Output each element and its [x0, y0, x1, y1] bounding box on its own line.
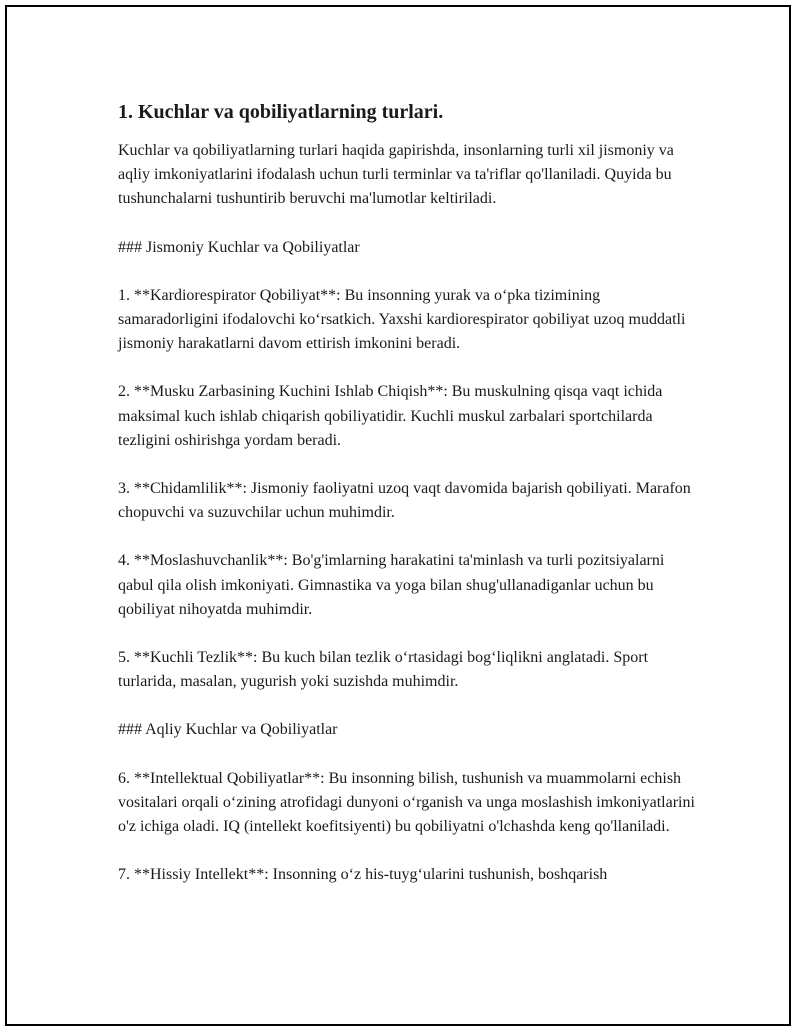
document-content: [118, 100, 698, 911]
physical-heading: ### Jismoniy Kuchlar va Qobiliyatlar: [118, 238, 360, 256]
list-item-6: 6. **Intellektual Qobiliyatlar**: Bu insonning bilish, tushunish va muammolarni echish vositalari orqali oʻzining atrofidagi dunyoni oʻrganish va unga moslashish imkoniyatlarini o'z ichiga oladi. IQ (intellekt koefitsiyenti) bu qobiliyatni o'lchashda keng qo'llaniladi.: [118, 769, 695, 836]
document-page: [5, 5, 791, 1026]
list-item-1: 1. **Kardiorespirator Qobiliyat**: Bu insonning yurak va oʻpka tizimining samaradorligini ifodalovchi koʻrsatkich. Yaxshi kardiorespirator qobiliyat uzoq muddatli jismoniy harakatlarni davom ettirish imkonini beradi.: [118, 286, 686, 353]
intro-paragraph: Kuchlar va qobiliyatlarning turlari haqida gapirishda, insonlarning turli xil jismoniy va aqliy imkoniyatlarini ifodalash uchun turli terminlar va ta'riflar qo'llaniladi. Quyida bu tushunchalarni tushuntirib beruvchi ma'lumotlar keltiriladi.: [118, 142, 674, 208]
list-item-7: 7. **Hissiy Intellekt**: Insonning oʻz his-tuygʻularini tushunish, boshqarish: [118, 866, 608, 884]
list-item-5: 5. **Kuchli Tezlik**: Bu kuch bilan tezlik oʻrtasidagi bogʻliqlikni anglatadi. Sport turlarida, masalan, yugurish yoki suzishda muhimdir.: [118, 649, 649, 691]
section-title: 1. Kuchlar va qobiliyatlarning turlari.: [118, 101, 444, 123]
list-item-2: 2. **Musku Zarbasining Kuchini Ishlab Chiqish**: Bu muskulning qisqa vaqt ichida maksimal kuch ishlab chiqarish qobiliyatidir. Kuchli muskul zarbalari sportchilarda tezligini oshirishga yordam beradi.: [118, 383, 663, 449]
list-item-4: 4. **Moslashuvchanlik**: Bo'g'imlarning harakatini ta'minlash va turli pozitsiyalarni qabul qila olish imkoniyati. Gimnastika va yoga bilan shug'ullanadiganlar uchun bu qobiliyat nihoyatda muhimdir.: [118, 552, 665, 618]
mental-heading: ### Aqliy Kuchlar va Qobiliyatlar: [118, 721, 338, 739]
list-item-3: 3. **Chidamlilik**: Jismoniy faoliyatni uzoq vaqt davomida bajarish qobiliyati. Marafon chopuvchi va suzuvchilar uchun muhimdir.: [118, 480, 691, 522]
